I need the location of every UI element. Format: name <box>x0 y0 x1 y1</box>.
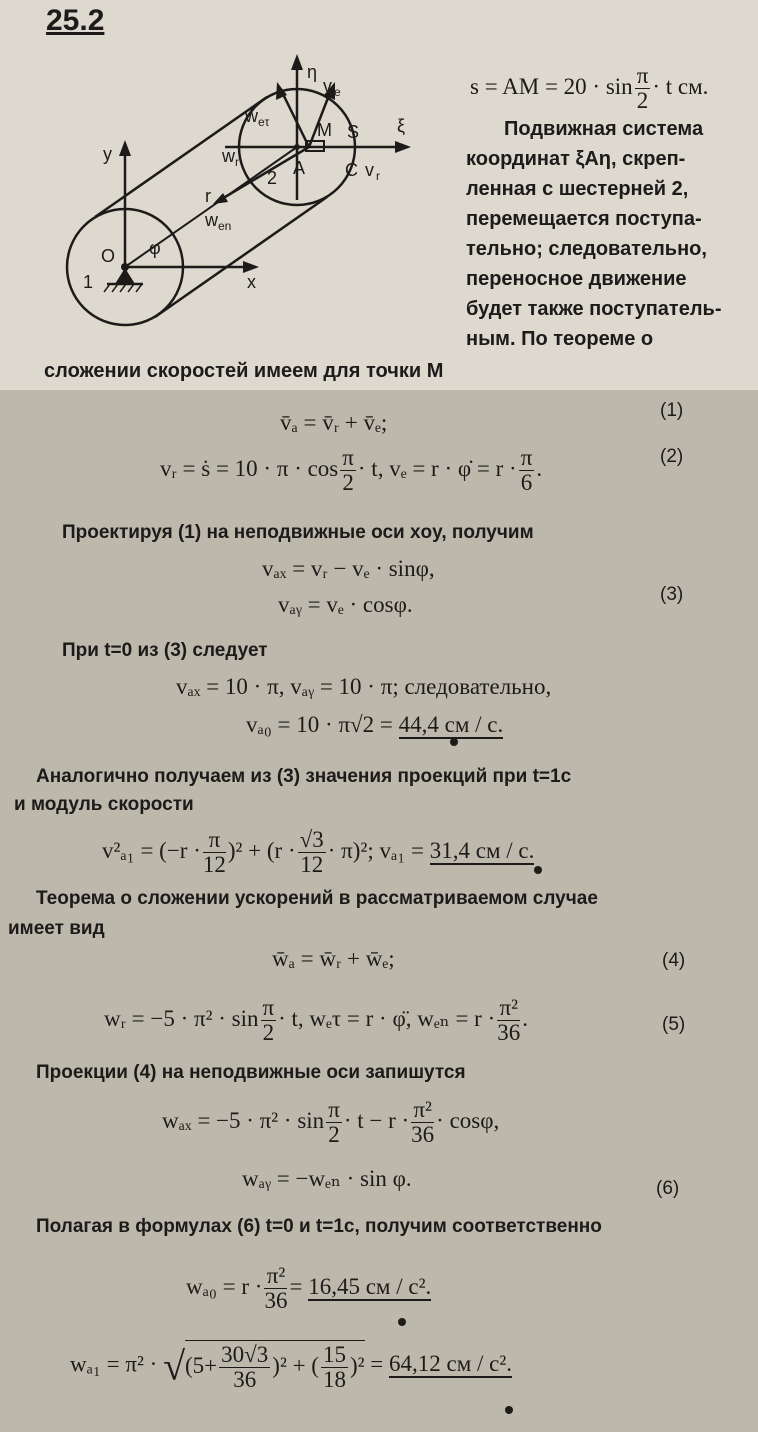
fraction: $\frac{\pi}{6}$ <box>520 445 533 496</box>
paragraph-line-5: тельно; следовательно, <box>466 238 707 260</box>
label-ve-sub: e <box>334 85 341 99</box>
equation-10: wₐᵧ = −wₑₙ · sin φ. <box>242 1166 412 1191</box>
label-eta: η <box>307 62 318 82</box>
equation-2: vᵣ = ṡ = 10 · π · cos $\frac{\pi}{2}$ · t, vₑ = r · φ̇ = r · $\frac{\pi}{6}$ . <box>160 445 543 496</box>
mechanism-diagram <box>55 50 455 370</box>
result-marker-dot <box>450 738 458 746</box>
label-wen: w <box>205 210 218 230</box>
label-gear-1: 1 <box>83 272 94 292</box>
label-xi: ξ <box>397 116 406 136</box>
fraction: $\frac{\pi}{2}$ <box>328 1097 340 1148</box>
text-line-projections: Проекции (4) на неподвижные оси запишутся <box>36 1062 466 1083</box>
equation-4: vₐₓ = 10 · π, vₐᵧ = 10 · π; следовательно, <box>176 674 552 699</box>
result-wa0: 16,45 см / с². <box>308 1273 432 1299</box>
paragraph-line-6: переносное движение <box>466 268 687 290</box>
equation-1: v̄ₐ = v̄ᵣ + v̄ₑ; <box>280 410 388 435</box>
paragraph-line-7: будет также поступатель- <box>466 298 722 320</box>
result-va1: 31,4 см / с. <box>429 837 535 863</box>
result-marker-dot <box>398 1318 406 1326</box>
equation-number-2: (2) <box>660 446 684 467</box>
fraction: $\frac{30√3}{36}$ <box>221 1342 269 1393</box>
fraction: $\frac{\text{π²}}{36}$ <box>411 1097 435 1148</box>
result-wa1: 64,12 см / с². <box>389 1351 513 1377</box>
text-line-projecting: Проектируя (1) на неподвижные оси xoy, получим <box>62 522 534 543</box>
label-wen-sub: en <box>218 219 232 233</box>
text-line-setting: Полагая в формулах (6) t=0 и t=1с, получим соответственно <box>36 1216 602 1237</box>
equation-3a: vₐₓ = vᵣ − vₑ · sinφ, <box>262 556 435 581</box>
label-wr: w <box>222 146 235 166</box>
equation-number-5: (5) <box>662 1014 686 1035</box>
label-A: A <box>293 158 306 178</box>
equation-s: s = AM = 20 · sin $\frac{\pi}{2}$ · t см. <box>470 63 709 114</box>
label-r: r <box>205 186 211 206</box>
label-vr-sub: r <box>376 169 380 183</box>
equation-11: wₐ₀ = r · $\frac{\text{π²}}{36}$ = 16,45 см / с². <box>186 1263 432 1314</box>
label-M: M <box>317 120 332 140</box>
label-x: x <box>247 272 256 292</box>
label-O: O <box>101 246 116 266</box>
label-phi: φ <box>149 238 161 258</box>
label-S: S <box>347 122 360 142</box>
result-marker-dot <box>534 866 542 874</box>
equation-3b: vₐᵧ = vₑ · cosφ. <box>278 592 413 617</box>
result-va0: 44,4 см / с. <box>398 712 504 737</box>
paragraph-line-3: ленная с шестерней 2, <box>466 178 689 200</box>
equation-number-6: (6) <box>656 1178 680 1199</box>
fraction: $\frac{\pi}{12}$ <box>202 827 226 878</box>
equation-7: w̄ₐ = w̄ᵣ + w̄ₑ; <box>272 946 395 971</box>
label-C: C <box>345 160 358 180</box>
equation-8: wᵣ = −5 · π² · sin $\frac{\pi}{2}$ · t, wₑτ = r · φ̈, wₑₙ = r · $\frac{\text{π²}}{36}$ . <box>104 995 528 1046</box>
text-line-at-t0: При t=0 из (3) следует <box>62 640 268 661</box>
label-wet-sub: eτ <box>258 115 270 129</box>
label-wr-sub: r <box>235 155 239 169</box>
square-root-radicand: (5+ $\frac{30√3}{36}$ )² + ( $\frac{15}{18}$ )² <box>185 1342 365 1393</box>
fraction: $\frac{\pi}{2}$ <box>636 63 649 114</box>
paragraph-line-9: сложении скоростей имеем для точки M <box>44 360 444 382</box>
fraction: $\frac{\text{π²}}{36}$ <box>497 995 521 1046</box>
equation-number-3: (3) <box>660 584 684 605</box>
equation-number-1: (1) <box>660 400 684 421</box>
equation-6: v²ₐ₁ = (−r · $\frac{\pi}{12}$ )² + (r · $\frac{√3}{12}$ · π)²; vₐ₁ = 31,4 см / с. <box>102 827 535 878</box>
text-line-form: имеет вид <box>8 918 105 939</box>
fraction: $\frac{√3}{12}$ <box>299 827 324 878</box>
problem-number: 25.2 <box>46 4 105 37</box>
fraction: $\frac{15}{18}$ <box>322 1342 346 1393</box>
label-vr: v <box>365 160 374 180</box>
paragraph-line-8: ным. По теореме о <box>466 328 654 350</box>
equation-number-4: (4) <box>662 950 686 971</box>
equation-12: wₐ₁ = π² · √(5+ $\frac{30√3}{36}$ )² + ( $\frac{15}{18}$ )² = 64,12 см / с². <box>70 1342 513 1393</box>
fraction: $\frac{\pi}{2}$ <box>262 995 275 1046</box>
text-line-analogous: Аналогично получаем из (3) значения проекций при t=1с <box>36 766 572 787</box>
equation-9: wₐₓ = −5 · π² · sin $\frac{\pi}{2}$ · t − r · $\frac{\text{π²}}{36}$ · cosφ, <box>162 1097 500 1148</box>
result-marker-dot <box>505 1406 513 1414</box>
fraction: $\frac{\text{π²}}{36}$ <box>264 1263 288 1314</box>
paragraph-line-1: Подвижная система <box>504 118 704 140</box>
label-y: y <box>103 144 112 164</box>
equation-5: vₐ₀ = 10 · π√2 = 44,4 см / с. <box>246 712 504 737</box>
label-gear-2: 2 <box>267 168 278 188</box>
paragraph-line-4: перемещается поступа- <box>466 208 702 230</box>
label-ve: v <box>323 76 332 96</box>
paragraph-line-2: координат ξAη, скреп- <box>466 148 686 170</box>
label-wet: w <box>245 106 258 126</box>
fraction: $\frac{\pi}{2}$ <box>342 445 354 496</box>
square-root-sign: √ <box>163 1343 186 1389</box>
text-line-theorem: Теорема о сложении ускорений в рассматриваемом случае <box>36 888 598 909</box>
text-line-modulus: и модуль скорости <box>14 794 194 815</box>
